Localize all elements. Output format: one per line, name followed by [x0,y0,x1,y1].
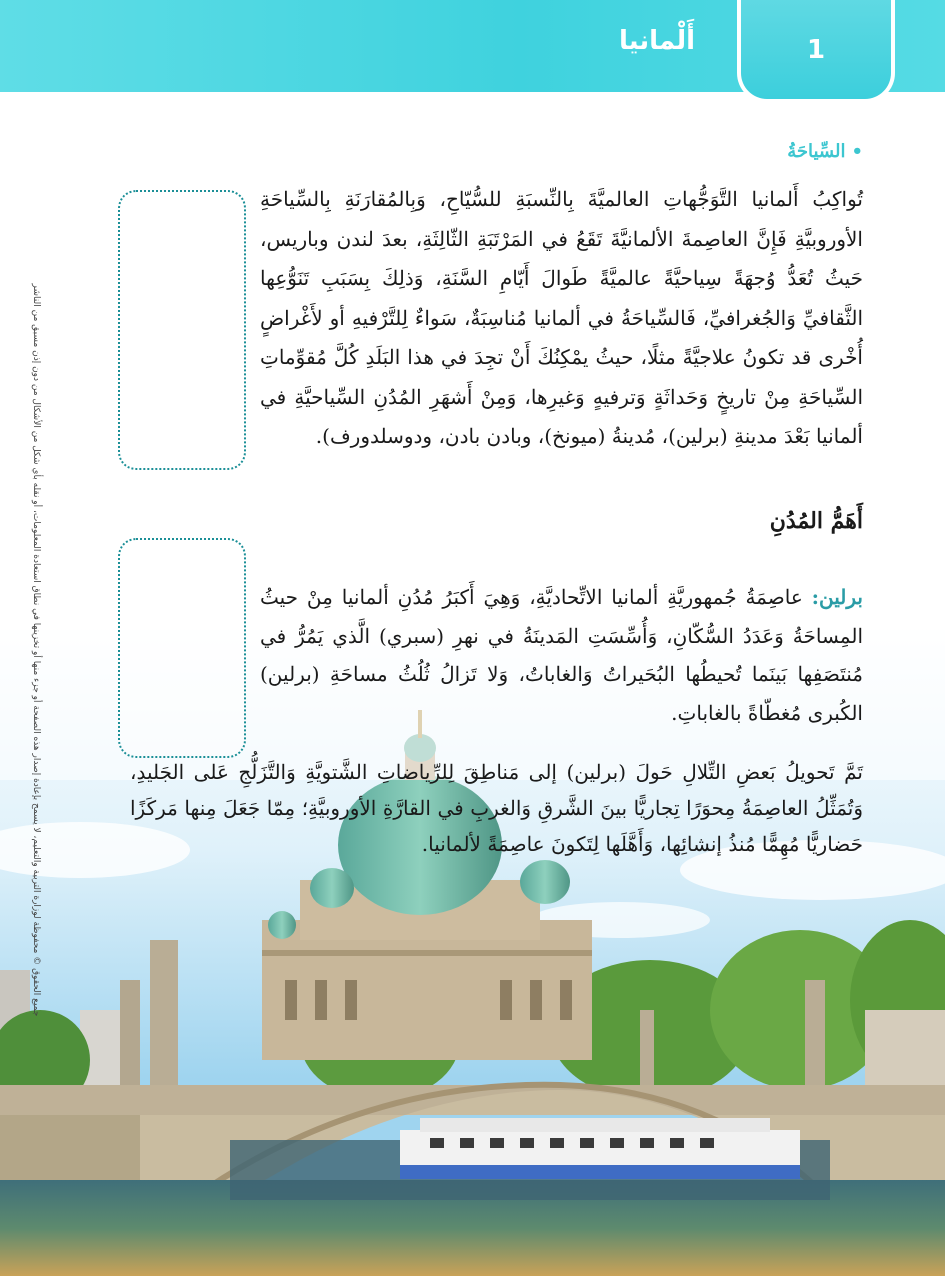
berlin-paragraph-2: تَمَّ تَحويلُ بَعضِ التِّلالِ حَولَ (برلين) إلى مَناطِقَ لِلرِّياضاتِ الشَّتويَّةِ وَالتَّزَلُّجِ عَلى الجَليدِ، وَتُمَثِّلُ العاصِمَةُ مِحوَرًا تِجاريًّا بينَ الشَّرقِ وَالغربِ في القارَّةِ الأوروبيَّةِ؛ مِمّا جَعَلَ مِنها مَركَزًا حَضاريًّا مُهِمًّا مُنذُ إنشائِها، وَأَهَّلَها لِتَكونَ عاصِمَةً لألمانيا. [130,760,863,856]
copyright-text: جميع الحقوق © محفوظة لوزارة التربية والتعليم، لا يسمح بإعادة إصدار هذه الصفحة أو جزء منها أو تخزينها في نطاق استعادة المعلومات، أو نقله بأي شكل من الأشكال من دون إذن مسبق من الناشر [31,283,41,1017]
cities-heading: أَهَمُّ المُدُنِ [769,508,863,534]
tourism-paragraph: تُواكِبُ أَلمانيا التَّوَجُّهاتِ العالميَّةَ بِالنِّسبَةِ للسُّيّاحِ، وَبِالمُقارَنَةِ بِالسِّياحَةِ الأوروبيَّةِ فَإِنَّ العاصِمةَ الألمانيَّةَ تَقَعُ في المَرْتَبَةِ الثّالِثَةِ، بعدَ لندن وباريس، حَيثُ تُعَدُّ وُجهَةً سِياحيَّةً عالميَّةً طَوالَ أَيّامِ السَّنَةِ، وَذلِكَ بِسَبَبِ تَنَوُّعِها الثَّقافيِّ وَالجُغرافيِّ، فَالسِّياحَةُ في ألمانيا مُناسِبَةٌ، سَواءٌ لِلتَّرْفيهِ أو لأَغْراضٍ أُخْرى قد تكونُ علاجيَّةً مثلًا، حيثُ يمْكِنُكَ أَنْ تجِدَ في هذا البَلَدِ كُلَّ مُقوِّماتِ السِّياحَةِ مِنْ تاريخٍ وَحَداثَةٍ وَترفيهٍ وَغيرِها، وَمِنْ أَشهَرِ المُدُنِ السِّياحيَّةِ في ألمانيا بَعْدَ مدينةِ (برلين)، مُدينةُ (ميونخ)، وبادن بادن، ودوسلدورف). [260,187,864,448]
berlin-label: برلين: [811,585,863,609]
unit-number-tab [737,0,895,103]
bullet-icon: • [851,141,863,162]
copyright-notice [30,283,42,1017]
unit-number: 1 [806,34,826,65]
tourism-heading-text: السِّياحَةُ [787,141,846,162]
note-box-top [118,190,246,470]
unit-title: أَلْمانيا [618,26,695,56]
berlin-paragraph [260,578,863,732]
note-box-bottom [118,538,246,758]
berlin-text: عاصِمَةُ جُمهوريَّةِ ألمانيا الاتِّحاديَّةِ، وَهِيَ أَكبَرُ مُدُنِ ألمانيا مِنْ حيثُ المِساحَةُ وَعَدَدُ السُّكّانِ، وَأُسِّسَتِ المَدينَةُ في نهرِ (سبري) الَّذي يَمُرُّ في مُنتَصَفِها بَينَما تُحيطُها البُحَيراتُ وَالغاباتُ، وَلا تَزالُ ثُلُثُ مساحَةِ (برلين) الكُبرى مُغطّاةً بالغاباتِ. [260,585,863,725]
tourism-heading [787,141,863,162]
